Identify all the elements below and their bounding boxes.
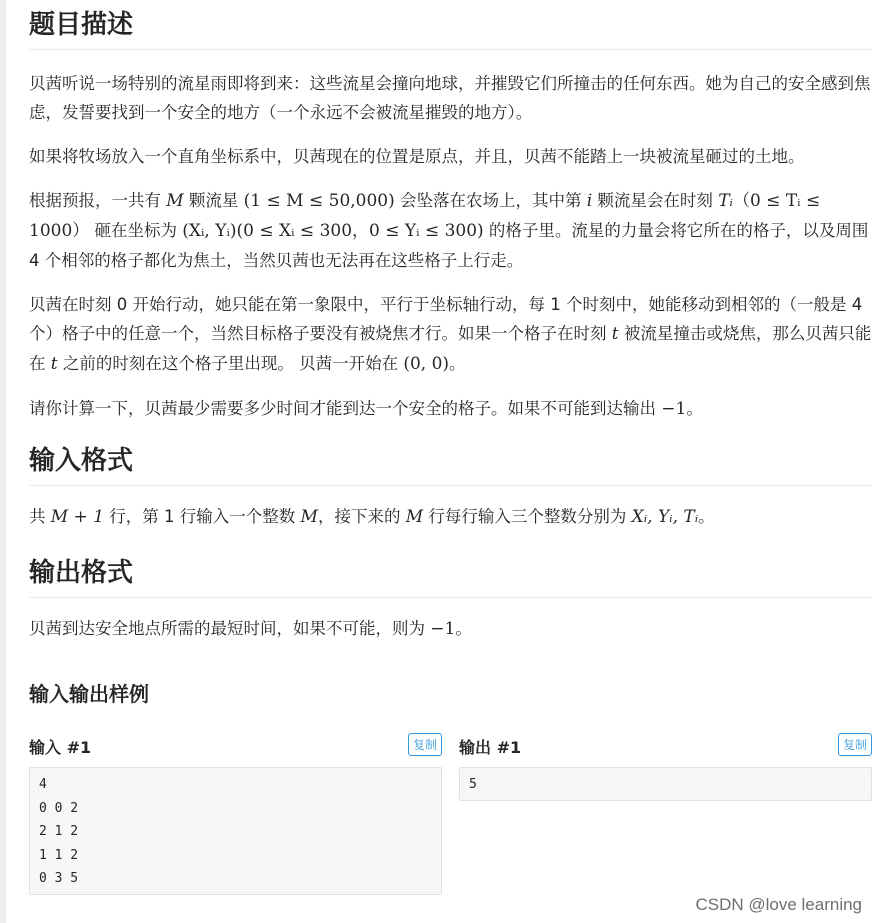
watermark: CSDN @love learning [695,895,862,914]
math-neg-one-2: −1 [430,619,456,639]
sample-input-line: 2 1 2 [39,824,79,839]
output-format-heading: 输出格式 [29,552,872,598]
description-heading: 题目描述 [29,4,872,50]
sample-input-line: 0 0 2 [39,800,79,816]
math-var-t: t [611,324,619,344]
sample-input-line: 0 3 5 [39,871,79,886]
math-triple: Xᵢ, Yᵢ, Tᵢ [631,507,699,527]
sample-input-label: 输入 #1 [29,738,92,757]
sample-output-panel [459,733,872,801]
description-paragraph-3: 根据预报，一共有 M 颗流星 (1 ≤ M ≤ 50,000) 会坠落在农场上，其中第 i 颗流星会在时刻 Tᵢ（0 ≤ Tᵢ ≤ 1000） 砸在坐标为 (Xᵢ, Yᵢ)(0 ≤ Xᵢ ≤ 300，0 ≤ Yᵢ ≤ 300) 的格子里。流星的力量会将它所在的格子，以及周围 4 个相邻的格子都化为焦土，当然贝茜也无法再在这些格子上行走。 [29,191,869,270]
math-neg-one: −1 [661,399,687,419]
samples-heading: 输入输出样例 [29,682,149,706]
math-var-m-3: M [405,507,424,527]
input-format-paragraph: 共 M + 1 行，第 1 行输入一个整数 M，接下来的 M 行每行输入三个整数分别为 Xᵢ, Yᵢ, Tᵢ。 [29,507,715,527]
math-var-i: i [586,191,593,211]
math-origin: (0, 0) [403,354,450,374]
description-paragraph-1: 贝茜听说一场特别的流星雨即将到来：这些流星会撞向地球，并摧毁它们所撞击的任何东西。她为自己的安全感到焦虑，发誓要找到一个安全的地方（一个永远不会被流星摧毁的地方）。 [29,74,871,122]
sample-input-panel [29,733,442,895]
math-var-ti: Tᵢ [718,191,733,211]
sample-input-line: 1 1 2 [39,847,79,863]
output-format-paragraph: 贝茜到达安全地点所需的最短时间，如果不可能，则为 −1。 [29,619,472,639]
sample-output-box[interactable] [459,767,872,801]
samples-container [29,733,872,903]
math-coords: (Xᵢ, Yᵢ)(0 ≤ Xᵢ ≤ 300，0 ≤ Yᵢ ≤ 300) [182,221,484,241]
math-var-m-2: M [300,507,318,527]
sample-input-line: 4 [39,777,47,792]
math-var-t-2: t [50,354,58,374]
sample-output-label: 输出 #1 [459,738,522,757]
description-paragraph-5: 请你计算一下，贝茜最少需要多少时间才能到达一个安全的格子。如果不可能到达输出 −1。 [29,399,703,419]
copy-input-button[interactable]: 复制 [408,733,442,756]
sample-output-line: 5 [469,777,477,792]
input-format-heading: 输入格式 [29,440,872,486]
math-var-m: M [166,191,184,211]
problem-content [29,0,872,903]
description-paragraph-2: 如果将牧场放入一个直角坐标系中，贝茜现在的位置是原点，并且，贝茜不能踏上一块被流星砸过的土地。 [29,147,805,166]
math-m-plus-one: M + 1 [50,507,105,527]
math-m-range: (1 ≤ M ≤ 50,000) [243,191,395,211]
sample-input-box[interactable] [29,767,442,895]
left-border [0,0,6,923]
math-t-range: （0 ≤ Tᵢ ≤ 1000） [29,191,821,241]
description-paragraph-4: 贝茜在时刻 0 开始行动，她只能在第一象限中，平行于坐标轴行动，每 1 个时刻中，她能移动到相邻的（一般是 4 个）格子中的任意一个，当然目标格子要没有被烧焦才行。如果一个格子在时刻 t 被流星撞击或烧焦，那么贝茜只能在 t 之前的时刻在这个格子里出现。 贝茜一开始在 (0, 0)。 [29,295,872,374]
copy-output-button[interactable]: 复制 [838,733,872,756]
